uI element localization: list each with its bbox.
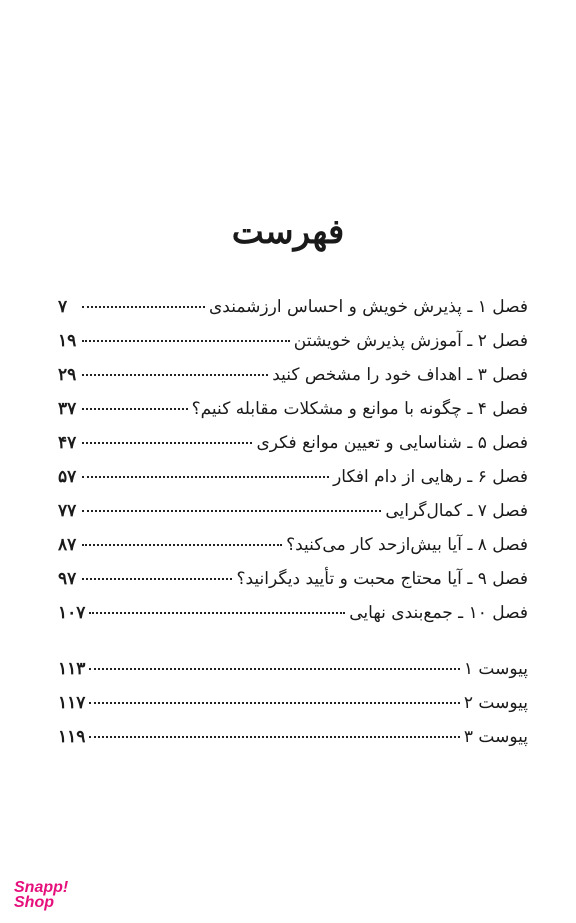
toc-page-number: ۴۷ [58,433,77,453]
toc-page-number: ۱۹ [58,331,77,351]
toc-label: فصل ۹ ـ آیا محتاج محبت و تأیید دیگرانید؟ [236,569,528,589]
toc-row [58,494,528,528]
toc-row [58,562,528,596]
toc-label: فصل ۷ ـ کمال‌گرایی [385,501,528,521]
toc-page-number: ۸۷ [58,535,77,555]
toc-row [58,290,528,324]
toc-label: فصل ۶ ـ رهایی از دام افکار [333,467,528,487]
toc-label: فصل ۱ ـ پذیرش خویش و احساس ارزشمندی [208,297,528,317]
toc-page-number: ۳۷ [58,399,77,419]
toc-page-number: ۱۱۹ [58,727,86,747]
toc-row [58,460,528,494]
toc-label: فصل ۱۰ ـ جمع‌بندی نهایی [349,603,528,623]
dot-leader [82,578,232,580]
toc-row [58,426,528,460]
dot-leader [82,476,329,478]
toc-label: پیوست ۳ [463,727,528,747]
toc-page-number: ۷۷ [58,501,77,521]
toc-page-number: ۱۰۷ [58,603,86,623]
toc-label: فصل ۲ ـ آموزش پذیرش خویشتن [293,331,528,351]
dot-leader [89,668,459,670]
dot-leader [82,442,252,444]
toc-label: پیوست ۲ [463,693,528,713]
dot-leader [82,544,282,546]
dot-leader [82,510,381,512]
toc-page-number: ۵۷ [58,467,77,487]
dot-leader [89,612,345,614]
toc-label: فصل ۵ ـ شناسایی و تعیین موانع فکری [256,433,528,453]
toc-chapters [58,290,528,630]
logo-line-2: Shop [14,894,54,911]
toc-row [58,358,528,392]
snapp-shop-logo [14,880,84,910]
toc-row [58,596,528,630]
toc-page-number: ۹۷ [58,569,77,589]
dot-leader [82,340,290,342]
dot-leader [82,408,188,410]
dot-leader [89,702,459,704]
toc-appendices [58,652,528,754]
dot-leader [82,374,268,376]
toc-page-number: ۱۱۳ [58,659,86,679]
toc-page-number: ۲۹ [58,365,77,385]
dot-leader [89,736,459,738]
toc-row [58,720,528,754]
dot-leader [82,306,205,308]
toc-row [58,686,528,720]
toc-label: فصل ۴ ـ چگونه با موانع و مشکلات مقابله کنیم؟ [191,399,528,419]
toc-page-number: ۱۱۷ [58,693,86,713]
toc-label: فصل ۸ ـ آیا بیش‌ازحد کار می‌کنید؟ [286,535,528,555]
toc-row [58,324,528,358]
toc-label: فصل ۳ ـ اهداف خود را مشخص کنید [272,365,528,385]
toc-page-number: ۷ [58,297,68,317]
toc-row [58,652,528,686]
logo-line-1: Snapp! [14,879,69,896]
page-title: فهرست [231,212,345,252]
toc-row [58,528,528,562]
toc-row [58,392,528,426]
toc-label: پیوست ۱ [463,659,528,679]
